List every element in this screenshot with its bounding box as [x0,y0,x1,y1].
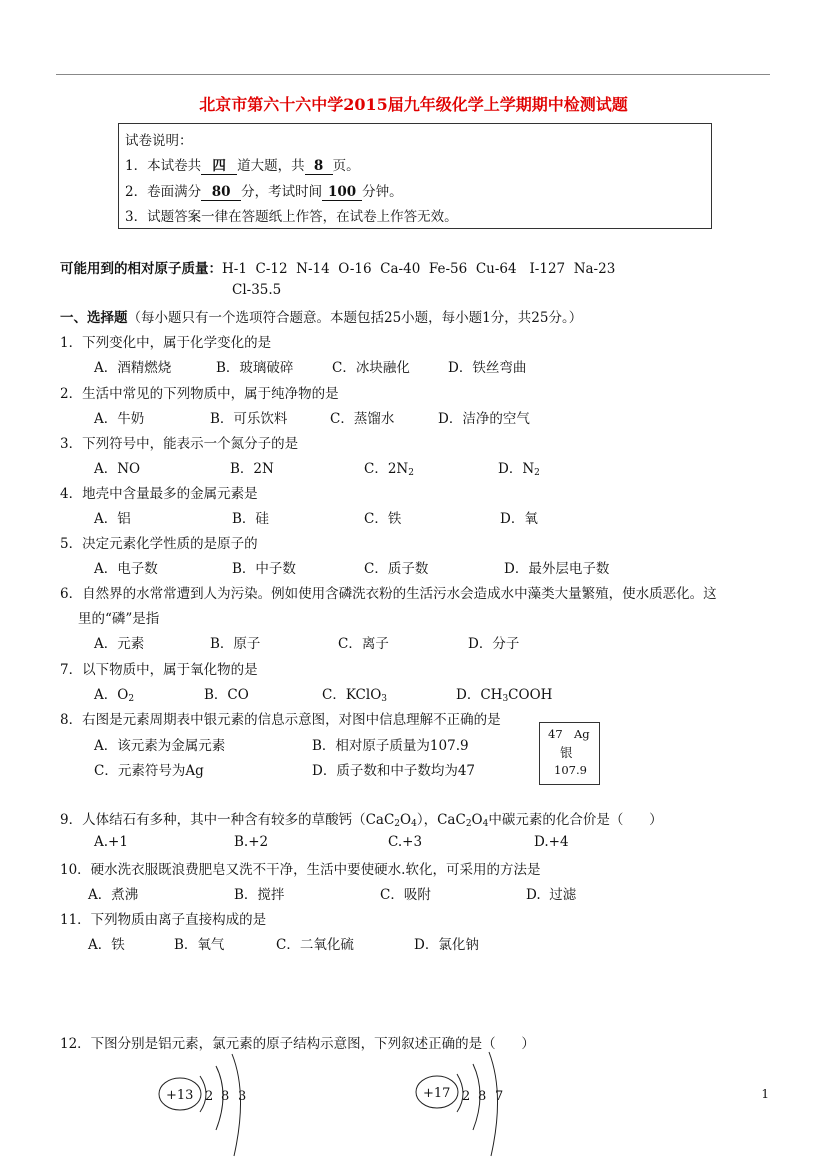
q10-option-a: A．煮沸 [88,887,139,903]
instructions-box [118,123,712,229]
instructions-heading: 试卷说明： [125,133,193,149]
q7-option-b: B．CO [204,687,249,703]
q9-option-c: C.+3 [388,834,423,850]
q6-stem-cont: 里的“磷”是指 [78,611,160,627]
q6-option-b: B．原子 [210,636,261,652]
q5-option-a: A．电子数 [94,561,158,577]
chlorine-atom-diagram [415,1060,515,1165]
q5-option-c: C．质子数 [364,561,429,577]
q3-stem: 3．下列符号中，能表示一个氮分子的是 [60,436,299,452]
aluminum-atom-diagram [158,1060,258,1165]
page-title: 北京市第六十六中学2015届九年级化学上学期期中检测试题 [199,95,628,114]
q4-option-c: C．铁 [364,511,402,527]
al-shell-2-electrons: 8 [221,1089,230,1104]
q4-option-a: A．铝 [94,511,131,527]
q11-option-c: C．二氧化硫 [276,937,354,953]
element-symbol: Ag [574,727,590,741]
q5-stem: 5．决定元素化学性质的是原子的 [60,536,258,552]
q11-option-b: B．氧气 [174,937,225,953]
sections-count: 四 [201,154,237,175]
q11-option-a: A．铁 [88,937,125,953]
al-shell-1-electrons: 2 [205,1089,214,1104]
silver-element-card [539,722,600,785]
exam-time: 100 [322,184,362,201]
header-rule [56,74,770,75]
q12-stem: 12．下图分别是铝元素，氯元素的原子结构示意图，下列叙述正确的是（ ） [60,1036,535,1052]
element-name: 银 [560,745,573,760]
atomic-mass-values-2: Cl-35.5 [232,282,282,298]
q1-stem: 1．下列变化中，属于化学变化的是 [60,335,272,351]
cl-shell-1-electrons: 2 [462,1089,471,1104]
pages-count: 8 [305,158,333,175]
atomic-mass-values: H-1 C-12 N-14 O-16 Ca-40 Fe-56 Cu-64 I-127 Na-23 [222,261,616,277]
q2-option-c: C．蒸馏水 [330,411,395,427]
al-nucleus-charge: +13 [166,1088,194,1103]
q8-stem: 8．右图是元素周期表中银元素的信息示意图，对图中信息理解不正确的是 [60,712,501,728]
q1-option-c: C．冰块融化 [332,360,410,376]
q1-option-b: B．玻璃破碎 [216,360,294,376]
q2-stem: 2．生活中常见的下列物质中，属于纯净物的是 [60,386,339,402]
cl-shell-3-electrons: 7 [495,1089,504,1104]
q6-stem: 6．自然界的水常常遭到人为污染。例如使用含磷洗衣粉的生活污水会造成水中藻类大量繁殖，使水质恶化。这 [60,586,717,602]
q8-option-a: A．该元素为金属元素 [94,738,226,754]
q2-option-b: B．可乐饮料 [210,411,288,427]
q10-option-b: B．搅拌 [234,887,285,903]
atomic-mass-label: 可能用到的相对原子质量： [60,261,222,277]
q10-stem: 10．硬水洗衣服既浪费肥皂又洗不干净，生活中要使硬水.软化，可采用的方法是 [60,862,541,878]
q3-option-d: D．$N_2$ [498,461,540,478]
q4-option-b: B．硅 [232,511,269,527]
instruction-line-1: 1．本试卷共 四 道大题，共 8 页。 [125,154,360,175]
element-mass: 107.9 [554,763,587,777]
q9-stem: 9．人体结石有多种，其中一种含有较多的草酸钙$(CaC_2O_4)$，$CaC_2O_4$中碳元素的化合价是（ ） [60,812,663,829]
q8-option-b: B．相对原子质量为107.9 [312,738,469,754]
atomic-mass-line [60,257,615,277]
q9-option-b: B.+2 [234,834,269,850]
q1-option-a: A．酒精燃烧 [94,360,172,376]
cl-shell-2-electrons: 8 [478,1089,487,1104]
q11-stem: 11．下列物质由离子直接构成的是 [60,912,267,928]
instruction-line-3: 3．试题答案一律在答题纸上作答，在试卷上作答无效。 [125,209,458,225]
al-shell-3-electrons: 3 [238,1089,247,1104]
element-number: 47 [548,727,563,741]
q5-option-d: D．最外层电子数 [504,561,610,577]
q5-option-b: B．中子数 [232,561,296,577]
q6-option-a: A．元素 [94,636,145,652]
q7-stem: 7．以下物质中，属于氧化物的是 [60,662,258,678]
q11-option-d: D．氯化钠 [414,937,479,953]
q4-option-d: D．氧 [500,511,538,527]
q4-stem: 4．地壳中含量最多的金属元素是 [60,486,258,502]
q3-option-b: B．2N [230,461,274,477]
instruction-line-2: 2．卷面满分 80 分，考试时间 100 分钟。 [125,184,403,200]
q8-option-c: C．元素符号为Ag [94,763,204,779]
q2-option-a: A．牛奶 [94,411,145,427]
section-1-heading: 一、选择题（每小题只有一个选项符合题意。本题包括25小题，每小题1分，共25分。） [60,310,583,326]
q3-option-a: A．NO [94,461,141,477]
q7-option-d: D．$CH_3COOH$ [456,687,553,704]
q7-option-a: A．$O_2$ [94,687,135,704]
q8-option-d: D．质子数和中子数均为47 [312,763,476,779]
q9-option-d: D.+4 [534,834,569,850]
full-score: 80 [201,184,241,201]
q9-option-a: A.+1 [94,834,128,850]
q7-option-c: C．KClO$_3$ [322,687,388,704]
al-shell-3 [232,1054,241,1156]
q10-option-c: C．吸附 [380,887,431,903]
cl-shell-3 [489,1052,498,1156]
q1-option-d: D．铁丝弯曲 [448,360,527,376]
cl-nucleus-charge: +17 [423,1086,451,1101]
q6-option-d: D．分子 [468,636,520,652]
q2-option-d: D．洁净的空气 [438,411,530,427]
q6-option-c: C．离子 [338,636,389,652]
page-number: 1 [761,1087,769,1101]
q3-option-c: C．$2N_2$ [364,461,414,478]
q10-option-d: D. 过滤 [526,887,577,903]
